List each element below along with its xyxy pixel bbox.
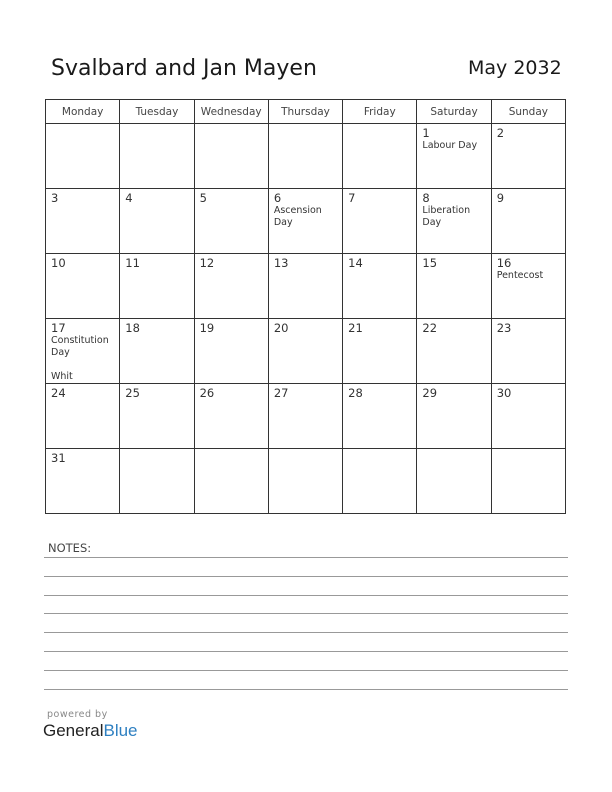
holiday-label: Whit — [51, 371, 73, 382]
weekday-header: Sunday — [491, 100, 565, 124]
calendar-day-cell — [343, 124, 417, 189]
calendar-day-cell — [491, 189, 565, 254]
calendar-day-cell — [46, 384, 120, 449]
day-number: 23 — [496, 321, 512, 335]
calendar-day-cell — [194, 189, 268, 254]
calendar-day-cell — [343, 384, 417, 449]
calendar-day-cell — [194, 384, 268, 449]
day-number: 19 — [199, 321, 215, 335]
day-number: 6 — [273, 191, 282, 205]
weekday-header: Tuesday — [120, 100, 194, 124]
day-number — [195, 124, 268, 126]
day-number — [417, 449, 490, 451]
calendar-day-cell — [268, 254, 342, 319]
day-number: 24 — [51, 386, 66, 400]
day-number: 12 — [199, 256, 215, 270]
calendar-day-cell — [194, 254, 268, 319]
day-number — [269, 124, 342, 126]
calendar-day-cell — [268, 384, 342, 449]
calendar-week-row — [46, 124, 566, 189]
note-line — [44, 689, 568, 690]
day-number: 4 — [125, 191, 133, 205]
weekday-header-row — [46, 100, 566, 124]
day-number: 27 — [273, 386, 289, 400]
day-number: 14 — [348, 256, 363, 270]
calendar-day-cell — [343, 189, 417, 254]
calendar-day-cell — [120, 189, 194, 254]
day-number: 25 — [125, 386, 140, 400]
note-line — [44, 632, 568, 633]
day-number: 10 — [51, 256, 66, 270]
day-number: 7 — [348, 191, 356, 205]
calendar-week-row — [46, 449, 566, 514]
note-line — [44, 651, 568, 652]
day-number: 22 — [422, 321, 438, 335]
calendar-day-cell — [194, 319, 268, 384]
generalblue-logo — [43, 721, 138, 741]
day-number: 31 — [51, 451, 66, 465]
note-line — [44, 595, 568, 596]
day-number: 30 — [496, 386, 512, 400]
calendar-day-cell — [194, 124, 268, 189]
calendar-day-cell — [268, 189, 342, 254]
notes-label: NOTES: — [48, 541, 92, 555]
calendar-day-cell — [491, 384, 565, 449]
note-line — [44, 557, 568, 558]
calendar-week-row — [46, 384, 566, 449]
day-number — [195, 449, 268, 451]
calendar-day-cell — [46, 124, 120, 189]
calendar-day-cell — [46, 449, 120, 514]
holiday-label: Ascension Day — [273, 205, 322, 228]
calendar-day-cell — [491, 254, 565, 319]
day-number — [46, 124, 119, 126]
calendar-day-cell — [343, 319, 417, 384]
calendar-day-cell — [46, 189, 120, 254]
calendar-day-cell — [46, 319, 120, 384]
calendar-day-cell — [120, 319, 194, 384]
calendar-day-cell — [120, 449, 194, 514]
brand-general: General — [43, 721, 104, 740]
holiday-label: Constitution Day — [51, 335, 109, 358]
day-number: 15 — [422, 256, 438, 270]
calendar-country-title: Svalbard and Jan Mayen — [51, 56, 317, 81]
calendar-day-cell — [268, 319, 342, 384]
day-number: 2 — [496, 126, 505, 140]
day-number: 26 — [199, 386, 215, 400]
note-line — [44, 613, 568, 614]
day-number — [120, 449, 193, 451]
calendar-day-cell — [343, 254, 417, 319]
weekday-header: Thursday — [268, 100, 342, 124]
calendar-day-cell — [120, 124, 194, 189]
calendar-day-cell — [417, 124, 491, 189]
day-number: 21 — [348, 321, 363, 335]
note-line — [44, 670, 568, 671]
holiday-label: Pentecost — [496, 270, 544, 281]
weekday-header: Monday — [46, 100, 120, 124]
calendar-day-cell — [46, 254, 120, 319]
holiday-label: Liberation Day — [422, 205, 471, 228]
day-number — [343, 449, 416, 451]
calendar-day-cell — [491, 124, 565, 189]
day-number: 8 — [422, 191, 430, 205]
calendar-day-cell — [120, 384, 194, 449]
calendar-day-cell — [194, 449, 268, 514]
day-number: 16 — [496, 256, 512, 270]
day-number: 29 — [422, 386, 438, 400]
day-number: 13 — [273, 256, 289, 270]
calendar-day-cell — [417, 449, 491, 514]
day-number — [492, 449, 565, 451]
calendar-week-row — [46, 319, 566, 384]
day-number: 5 — [199, 191, 207, 205]
calendar-day-cell — [417, 189, 491, 254]
day-number: 28 — [348, 386, 363, 400]
calendar-day-cell — [491, 449, 565, 514]
calendar-day-cell — [120, 254, 194, 319]
weekday-header: Wednesday — [194, 100, 268, 124]
day-number — [343, 124, 416, 126]
day-number: 20 — [273, 321, 289, 335]
powered-by-text: powered by — [47, 709, 108, 720]
weekday-header: Saturday — [417, 100, 491, 124]
note-line — [44, 576, 568, 577]
day-number — [269, 449, 342, 451]
weekday-header: Friday — [343, 100, 417, 124]
calendar-day-cell — [491, 319, 565, 384]
calendar-day-cell — [268, 449, 342, 514]
calendar-day-cell — [417, 319, 491, 384]
calendar-day-cell — [417, 384, 491, 449]
holiday-label: Labour Day — [422, 140, 478, 151]
day-number: 18 — [125, 321, 140, 335]
calendar-week-row — [46, 254, 566, 319]
calendar-day-cell — [417, 254, 491, 319]
calendar-grid — [45, 99, 566, 514]
calendar-day-cell — [343, 449, 417, 514]
calendar-day-cell — [268, 124, 342, 189]
day-number — [120, 124, 193, 126]
calendar-month-year: May 2032 — [468, 57, 562, 79]
day-number: 11 — [125, 256, 140, 270]
calendar-week-row — [46, 189, 566, 254]
brand-blue: Blue — [103, 721, 138, 740]
day-number: 9 — [496, 191, 505, 205]
day-number: 3 — [51, 191, 59, 205]
day-number: 1 — [422, 126, 430, 140]
day-number: 17 — [51, 321, 66, 335]
